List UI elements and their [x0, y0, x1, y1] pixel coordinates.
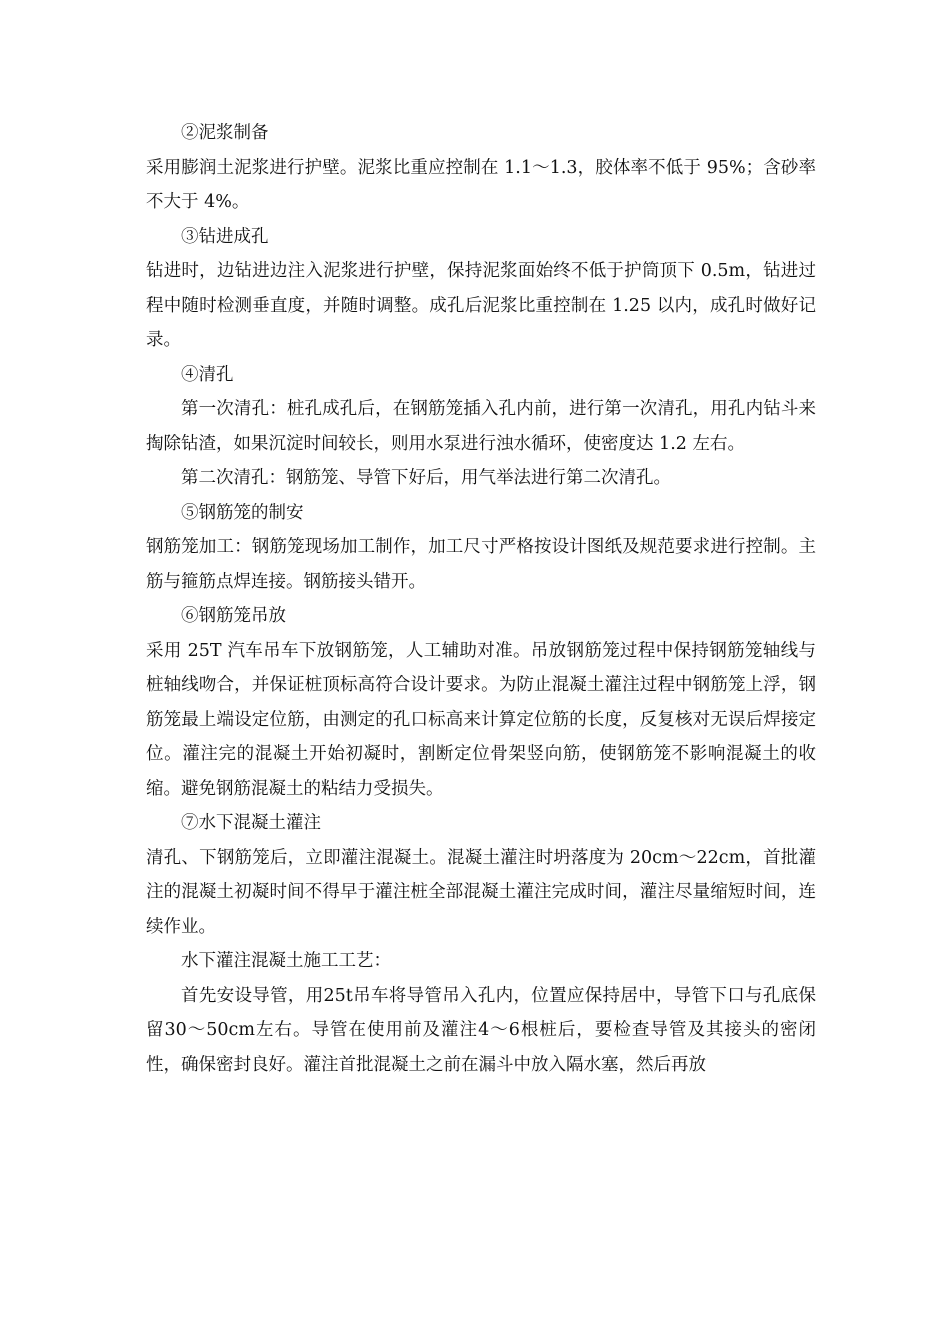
paragraph-mud-preparation: 采用膨润土泥浆进行护壁。泥浆比重应控制在 1.1～1.3，胶体率不低于 95%；含砂率不大于 4%。: [146, 157, 816, 212]
section-heading-cage-fabrication: ⑤钢筋笼的制安: [181, 502, 304, 523]
paragraph-first-cleaning: 第一次清孔：桩孔成孔后，在钢筋笼插入孔内前，进行第一次清孔，用孔内钻斗来掏除钻渣，如果沉淀时间较长，则用水泵进行浊水循环，使密度达 1.2 左右。: [146, 399, 816, 454]
section-heading-hole-cleaning: ④清孔: [181, 364, 234, 385]
section-heading-cage-lifting: ⑥钢筋笼吊放: [181, 606, 286, 626]
section-heading-mud-preparation: ②泥浆制备: [181, 123, 269, 143]
paragraph-process-detail: 首先安设导管，用25t吊车将导管吊入孔内，位置应保持居中，导管下口与孔底保留30～50cm左右。导管在使用前及灌注4～6根桩后，要检查导管及其接头的密闭性，确保密封良好。灌注首批混凝土之前在漏斗中放入隔水塞，然后再放: [146, 985, 816, 1075]
paragraph-drilling: 钻进时，边钻进边注入泥浆进行护壁，保持泥浆面始终不低于护筒顶下 0.5m，钻进过程中随时检测垂直度，并随时调整。成孔后泥浆比重控制在 1.25 以内，成孔时做好记录。: [146, 261, 816, 350]
section-heading-underwater-concrete: ⑦水下混凝土灌注: [181, 813, 321, 833]
paragraph-second-cleaning: 第二次清孔：钢筋笼、导管下好后，用气举法进行第二次清孔。: [181, 468, 671, 488]
paragraph-cage-fabrication: 钢筋笼加工：钢筋笼现场加工制作，加工尺寸严格按设计图纸及规范要求进行控制。主筋与箍筋点焊连接。钢筋接头错开。: [146, 537, 816, 592]
section-heading-drilling: ③钻进成孔: [181, 226, 269, 247]
paragraph-process-title: 水下灌注混凝土施工工艺：: [181, 951, 391, 971]
paragraph-underwater-concrete: 清孔、下钢筋笼后，立即灌注混凝土。混凝土灌注时坍落度为 20cm～22cm，首批灌注的混凝土初凝时间不得早于灌注桩全部混凝土灌注完成时间，灌注尽量缩短时间，连续作业。: [146, 847, 816, 937]
paragraph-cage-lifting: 采用 25T 汽车吊车下放钢筋笼，人工辅助对准。吊放钢筋笼过程中保持钢筋笼轴线与桩轴线吻合，并保证桩顶标高符合设计要求。为防止混凝土灌注过程中钢筋笼上浮，钢筋笼最上端设定位筋，由测定的孔口标高来计算定位筋的长度，反复核对无误后焊接定位。灌注完的混凝土开始初凝时，割断定位骨架竖向筋，使钢筋笼不影响混凝土的收缩。避免钢筋混凝土的粘结力受损失。: [146, 640, 816, 799]
document-body: [146, 116, 816, 1082]
